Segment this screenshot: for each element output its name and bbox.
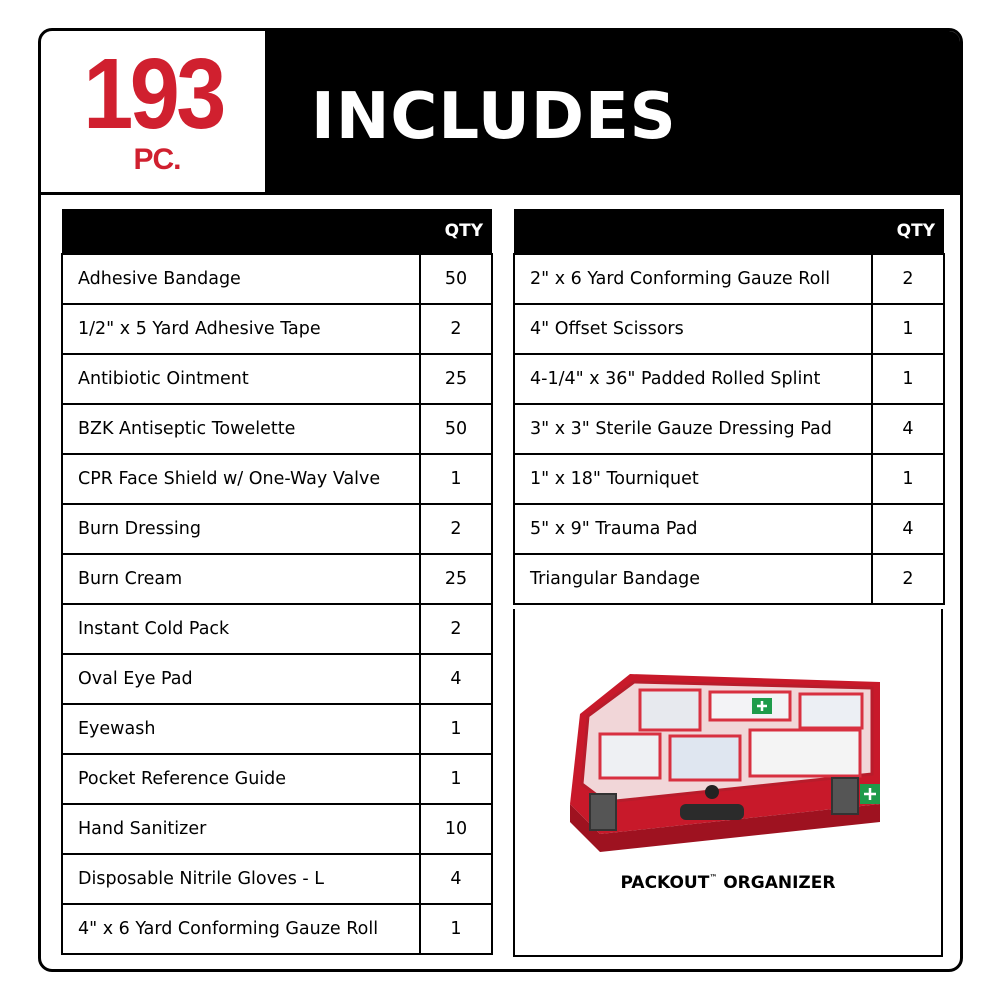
item-qty: 25 [420, 554, 492, 604]
table-row [514, 504, 944, 554]
item-qty: 25 [420, 354, 492, 404]
table-row [62, 804, 492, 854]
table-row [62, 854, 492, 904]
table-row [514, 454, 944, 504]
item-qty: 1 [872, 304, 944, 354]
item-name: BZK Antiseptic Towelette [62, 404, 420, 454]
piece-count: 193 [83, 38, 223, 150]
item-name: 1" x 18" Tourniquet [514, 454, 872, 504]
item-qty: 4 [420, 854, 492, 904]
item-name: 4" Offset Scissors [514, 304, 872, 354]
table-row [62, 654, 492, 704]
item-name: Burn Cream [62, 554, 420, 604]
item-name: 2" x 6 Yard Conforming Gauze Roll [514, 254, 872, 304]
item-qty: 1 [872, 454, 944, 504]
table-row [514, 354, 944, 404]
item-name: 3" x 3" Sterile Gauze Dressing Pad [514, 404, 872, 454]
table-row [62, 754, 492, 804]
table-row [62, 704, 492, 754]
table-row [62, 354, 492, 404]
table-row [62, 304, 492, 354]
item-qty: 50 [420, 254, 492, 304]
table-row [62, 504, 492, 554]
table-row [514, 254, 944, 304]
item-qty: 1 [420, 754, 492, 804]
item-name: Adhesive Bandage [62, 254, 420, 304]
left-contents-table [61, 209, 493, 955]
product-caption-rest: ORGANIZER [717, 873, 836, 893]
table-row [62, 404, 492, 454]
item-qty: 2 [872, 554, 944, 604]
right-contents-table [513, 209, 945, 605]
item-name: Burn Dressing [62, 504, 420, 554]
item-qty: 4 [872, 504, 944, 554]
item-name: 4" x 6 Yard Conforming Gauze Roll [62, 904, 420, 954]
organizer-case-image [560, 654, 890, 854]
item-qty: 4 [872, 404, 944, 454]
item-qty: 2 [872, 254, 944, 304]
qty-column-header: QTY [420, 209, 492, 254]
table-header-row [514, 209, 944, 254]
table-row [514, 304, 944, 354]
item-name: Pocket Reference Guide [62, 754, 420, 804]
item-column-header [62, 209, 420, 254]
piece-count-box [41, 31, 268, 192]
qty-column-header: QTY [872, 209, 944, 254]
item-name: Hand Sanitizer [62, 804, 420, 854]
table-row [62, 454, 492, 504]
table-row [62, 604, 492, 654]
item-name: Eyewash [62, 704, 420, 754]
table-row [514, 554, 944, 604]
item-qty: 2 [420, 504, 492, 554]
product-caption-brand: PACKOUT [620, 873, 710, 893]
spec-sheet-frame [38, 28, 963, 972]
item-name: CPR Face Shield w/ One-Way Valve [62, 454, 420, 504]
header-bar [41, 31, 960, 195]
item-name: Instant Cold Pack [62, 604, 420, 654]
item-name: Oval Eye Pad [62, 654, 420, 704]
item-qty: 1 [420, 454, 492, 504]
item-qty: 4 [420, 654, 492, 704]
item-column-header [514, 209, 872, 254]
item-qty: 1 [872, 354, 944, 404]
item-name: Antibiotic Ointment [62, 354, 420, 404]
product-caption [515, 873, 941, 893]
page-title: INCLUDES [311, 80, 677, 154]
item-name: Disposable Nitrile Gloves - L [62, 854, 420, 904]
item-name: 5" x 9" Trauma Pad [514, 504, 872, 554]
item-qty: 2 [420, 304, 492, 354]
item-qty: 50 [420, 404, 492, 454]
item-qty: 1 [420, 904, 492, 954]
product-panel [513, 609, 943, 957]
item-name: Triangular Bandage [514, 554, 872, 604]
item-qty: 10 [420, 804, 492, 854]
table-row [514, 404, 944, 454]
item-qty: 1 [420, 704, 492, 754]
table-row [62, 904, 492, 954]
table-header-row [62, 209, 492, 254]
item-name: 4-1/4" x 36" Padded Rolled Splint [514, 354, 872, 404]
item-name: 1/2" x 5 Yard Adhesive Tape [62, 304, 420, 354]
piece-count-unit: PC. [133, 143, 181, 176]
item-qty: 2 [420, 604, 492, 654]
table-row [62, 254, 492, 304]
table-row [62, 554, 492, 604]
trademark-mark: ™ [709, 873, 718, 882]
